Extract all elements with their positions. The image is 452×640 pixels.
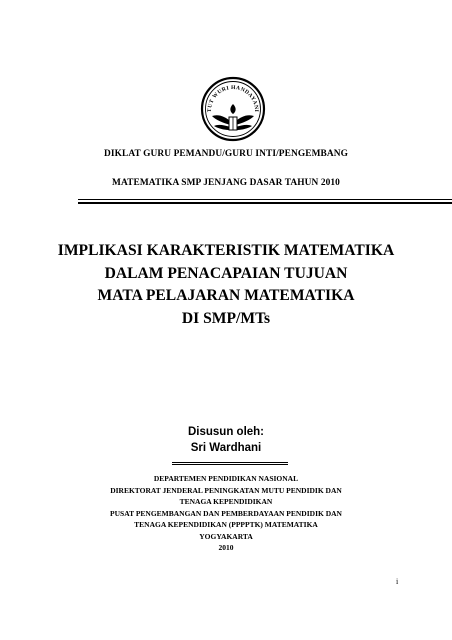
title-line-1: IMPLIKASI KARAKTERISTIK MATEMATIKA xyxy=(57,242,395,259)
footer-city: YOGYAKARTA xyxy=(199,532,253,541)
footer-year: 2010 xyxy=(218,543,234,552)
footer-department: DEPARTEMEN PENDIDIKAN NASIONAL xyxy=(153,474,299,483)
tut-wuri-handayani-emblem-icon xyxy=(199,76,267,142)
svg-text:TUT WURI HANDAYANI: TUT WURI HANDAYANI xyxy=(206,84,260,113)
header-line-program: DIKLAT GURU PEMANDU/GURU INTI/PENGEMBANG xyxy=(103,149,349,159)
footer-center-2: TENAGA KEPENDIDIKAN (PPPPTK) MATEMATIKA xyxy=(134,520,318,529)
divider-rule-bottom xyxy=(78,202,452,204)
title-line-4: DI SMP/MTs xyxy=(181,310,271,327)
author-name: Sri Wardhani xyxy=(190,442,262,454)
author-label: Disusun oleh: xyxy=(187,426,265,438)
footer-directorate-1: DIREKTORAT JENDERAL PENINGKATAN MUTU PENDIDIK DAN xyxy=(110,486,342,495)
footer-center-1: PUSAT PENGEMBANGAN DAN PEMBERDAYAAN PENDIDIK DAN xyxy=(110,509,342,518)
title-line-3: MATA PELAJARAN MATEMATIKA xyxy=(97,287,355,304)
header-line-subject: MATEMATIKA SMP JENJANG DASAR TAHUN 2010 xyxy=(112,178,340,188)
author-divider-top xyxy=(172,462,288,463)
title-line-2: DALAM PENACAPAIAN TUJUAN xyxy=(104,265,348,282)
author-divider-bottom xyxy=(172,464,288,465)
footer-directorate-2: TENAGA KEPENDIDIKAN xyxy=(179,497,273,506)
divider-rule-top xyxy=(78,199,452,200)
page-number: i xyxy=(396,577,399,586)
